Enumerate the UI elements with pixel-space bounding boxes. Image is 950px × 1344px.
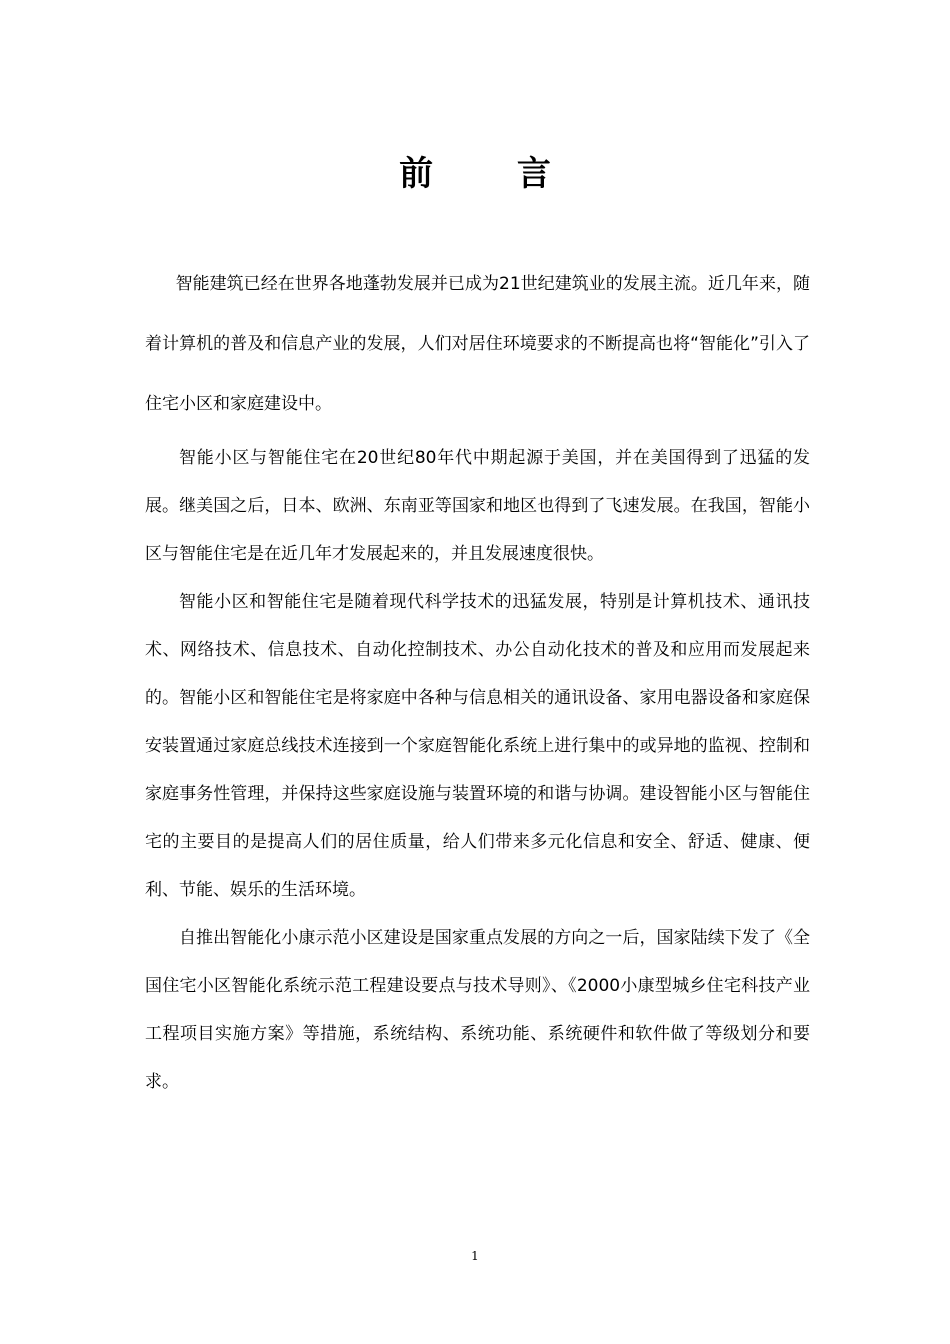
paragraph-2: 智能小区与智能住宅在20世纪80年代中期起源于美国，并在美国得到了迅猛的发展。继美国之后，日本、欧洲、东南亚等国家和地区也得到了飞速发展。在我国，智能小区与智能住宅是在近几年才发展起来的，并且发展速度很快。 (145, 448, 810, 564)
page-title: 前 言 (399, 153, 587, 194)
body-text (145, 254, 810, 1106)
paragraph-1: 智能建筑已经在世界各地蓬勃发展并已成为21世纪建筑业的发展主流。近几年来，随着计算机的普及和信息产业的发展，人们对居住环境要求的不断提高也将“智能化”引入了住宅小区和家庭建设中。 (145, 274, 810, 414)
page-number: 1 (471, 1249, 479, 1263)
paragraph-3: 智能小区和智能住宅是随着现代科学技术的迅猛发展，特别是计算机技术、通讯技术、网络技术、信息技术、自动化控制技术、办公自动化技术的普及和应用而发展起来的。智能小区和智能住宅是将家庭中各种与信息相关的通讯设备、家用电器设备和家庭保安装置通过家庭总线技术连接到一个家庭智能化系统上进行集中的或异地的监视、控制和家庭事务性管理，并保持这些家庭设施与装置环境的和谐与协调。建设智能小区与智能住宅的主要目的是提高人们的居住质量，给人们带来多元化信息和安全、舒适、健康、便利、节能、娱乐的生活环境。 (145, 592, 810, 900)
paragraph-4: 自推出智能化小康示范小区建设是国家重点发展的方向之一后，国家陆续下发了《全国住宅小区智能化系统示范工程建设要点与技术导则》、《2000小康型城乡住宅科技产业工程项目实施方案》等措施，系统结构、系统功能、系统硬件和软件做了等级划分和要求。 (145, 928, 810, 1092)
